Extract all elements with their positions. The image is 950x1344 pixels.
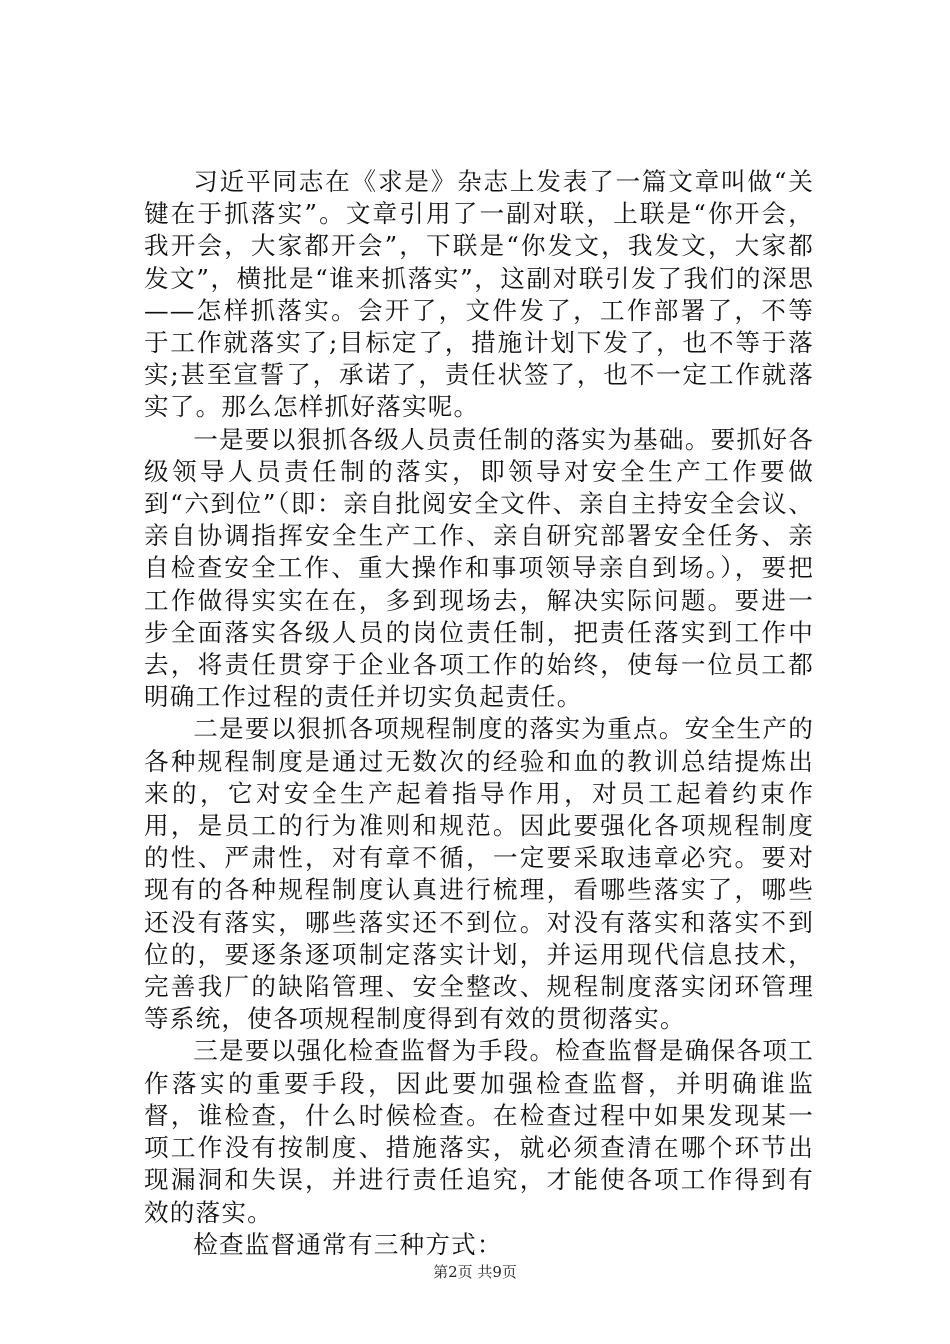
document-body bbox=[144, 166, 814, 1261]
paragraph-point-two: 二是要以狠抓各项规程制度的落实为重点。安全生产的各种规程制度是通过无数次的经验和血的教训总结提炼出来的，它对安全生产起着指导作用，对员工起着约束作用，是员工的行为准则和规范。因此要强化各项规程制度的性、严肃性，对有章不循，一定要采取违章必究。要对现有的各种规程制度认真进行梳理，看哪些落实了，哪些还没有落实，哪些落实还不到位。对没有落实和落实不到位的，要逐条逐项制定落实计划，并运用现代信息技术，完善我厂的缺陷管理、安全整改、规程制度落实闭环管理等系统，使各项规程制度得到有效的贯彻落实。 bbox=[144, 714, 814, 1034]
paragraph-point-one: 一是要以狠抓各级人员责任制的落实为基础。要抓好各级领导人员责任制的落实，即领导对安全生产工作要做到“六到位”（即：亲自批阅安全文件、亲自主持安全会议、亲自协调指挥安全生产工作、亲自研究部署安全任务、亲自检查安全工作、重大操作和事项领导亲自到场。），要把工作做得实实在在，多到现场去，解决实际问题。要进一步全面落实各级人员的岗位责任制，把责任落实到工作中去，将责任贯穿于企业各项工作的始终，使每一位员工都明确工作过程的责任并切实负起责任。 bbox=[144, 424, 814, 712]
paragraph-point-three: 三是要以强化检查监督为手段。检查监督是确保各项工作落实的重要手段，因此要加强检查监督，并明确谁监督，谁检查，什么时候检查。在检查过程中如果发现某一项工作没有按制度、措施落实，就必须查清在哪个环节出现漏洞和失误，并进行责任追究，才能使各项工作得到有效的落实。 bbox=[144, 1036, 814, 1227]
paragraph-intro: 习近平同志在《求是》杂志上发表了一篇文章叫做“关键在于抓落实”。文章引用了一副对联，上联是“你开会，我开会，大家都开会”，下联是“你发文，我发文，大家都发文”，横批是“谁来抓落实”，这副对联引发了我们的深思——怎样抓落实。会开了，文件发了，工作部署了，不等于工作就落实了;目标定了，措施计划下发了，也不等于落实;甚至宣誓了，承诺了，责任状签了，也不一定工作就落实了。那么怎样抓好落实呢。 bbox=[144, 167, 814, 422]
page-number-footer: 第2页 共9页 bbox=[433, 1263, 517, 1281]
paragraph-methods-lead: 检查监督通常有三种方式： bbox=[193, 1229, 503, 1259]
